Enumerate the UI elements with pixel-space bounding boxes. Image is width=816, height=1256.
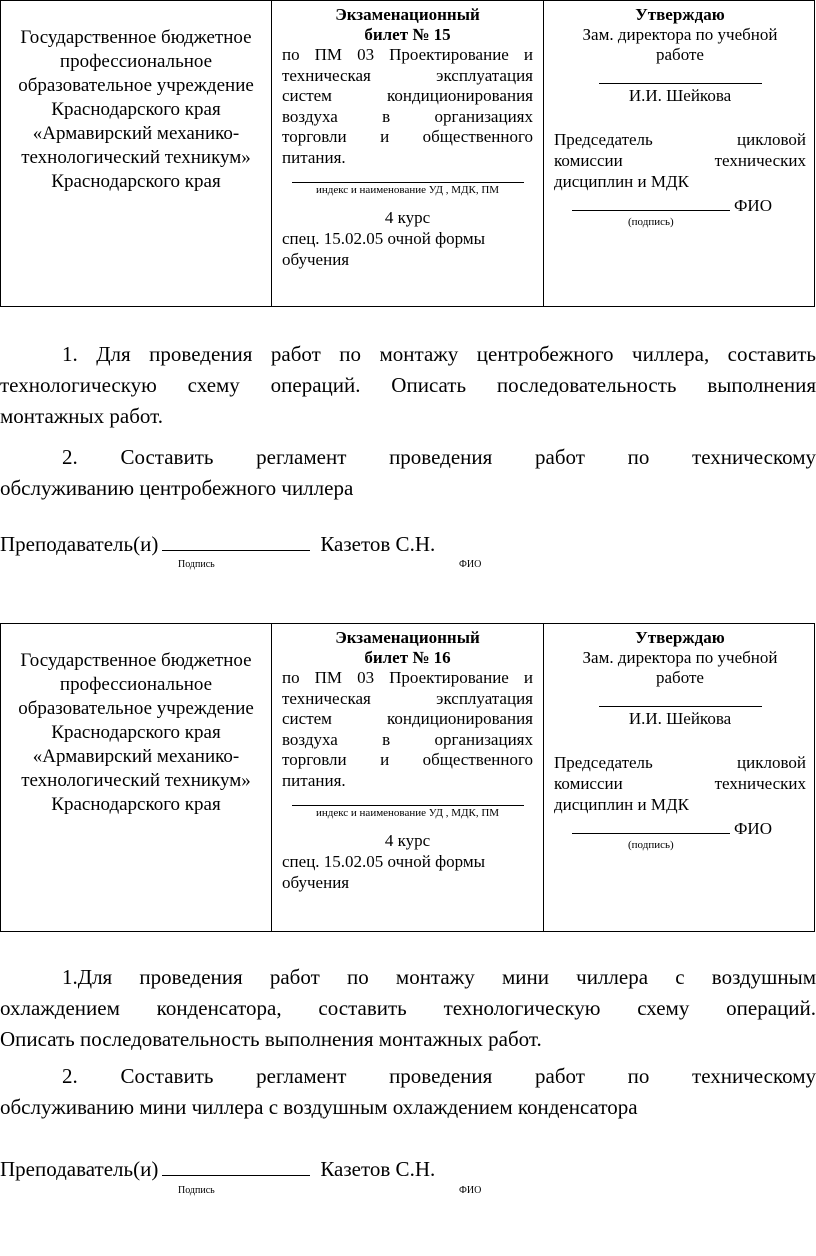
index-caption: индекс и наименование УД , МДК, ПМ (315, 184, 500, 196)
org-cell (1, 1, 272, 306)
deputy-title: Зам. директора по учебной (582, 25, 778, 44)
teacher-signature-line (162, 1157, 310, 1176)
subject-line: по ПМ 03 Проектирование и (282, 45, 533, 64)
deputy-title: работе (656, 668, 704, 687)
ticket-header-table (0, 623, 815, 932)
index-caption: индекс и наименование УД , МДК, ПМ (315, 807, 500, 819)
deputy-signature-line (599, 706, 762, 707)
ticket-info-cell (272, 1, 544, 306)
study-form-line: обучения (282, 873, 350, 892)
subject-line: систем кондиционирования (282, 709, 533, 728)
question-1-line: монтажных работ. (0, 404, 163, 428)
question-1-line: охлаждением конденсатора, составить технологическую схему операций. (0, 996, 816, 1020)
fio-caption: ФИО (459, 559, 482, 570)
fio-caption: ФИО (459, 1185, 482, 1196)
questions-block (0, 962, 816, 1123)
subject-line: питания. (282, 147, 346, 167)
question-2-line: 2. Составить регламент проведения работ по техническому (62, 445, 816, 469)
question-1-line: 1.Для проведения работ по монтажу мини чиллера с воздушным (62, 965, 816, 989)
course-label: 4 курс (384, 831, 431, 850)
organization-name: Государственное бюджетное профессиональное образовательное учреждение Краснодарского края «Армавирский механико-технологический техникум» Краснодарского края (18, 27, 254, 192)
chair-title: дисциплин и МДК (554, 795, 689, 814)
teacher-signature-row (0, 1157, 435, 1181)
ticket-number: билет № 16 (364, 648, 451, 667)
question-1-line: технологическую схему операций. Описать последовательность выполнения (0, 373, 816, 397)
ticket-header-table (0, 0, 815, 307)
question-1-line: 1. Для проведения работ по монтажу центробежного чиллера, составить (62, 342, 816, 366)
teacher-label: Преподаватель(и) (0, 1157, 159, 1181)
subject-line: торговли и общественного (282, 127, 533, 146)
question-1-line: Описать последовательность выполнения монтажных работ. (0, 1027, 542, 1051)
ticket-info-cell (272, 624, 544, 931)
ticket-title: Экзаменационный (335, 628, 480, 647)
question-2-line: обслуживанию центробежного чиллера (0, 476, 354, 500)
org-cell (1, 624, 272, 931)
questions-block (0, 339, 816, 504)
chair-signature-row (554, 817, 806, 839)
specialty-line: спец. 15.02.05 очной формы (282, 852, 486, 871)
deputy-name: И.И. Шейкова (628, 709, 732, 728)
ticket-title: Экзаменационный (335, 5, 480, 24)
question-2-line: обслуживанию мини чиллера с воздушным охлаждением конденсатора (0, 1095, 638, 1119)
sign-caption: Подпись (178, 559, 215, 570)
chair-signature-line (572, 194, 730, 211)
subject-line: по ПМ 03 Проектирование и (282, 668, 533, 687)
specialty-line: спец. 15.02.05 очной формы (282, 229, 486, 248)
chair-title: комиссии технических (554, 773, 806, 793)
signature-caption: (подпись) (628, 839, 674, 851)
index-rule (292, 182, 524, 183)
approval-cell (544, 624, 814, 931)
chair-title: Председатель цикловой (554, 130, 806, 149)
question-2-line: 2. Составить регламент проведения работ по техническому (62, 1064, 816, 1088)
signature-caption: (подпись) (628, 216, 674, 228)
deputy-title: работе (656, 45, 704, 64)
ticket-number: билет № 15 (364, 25, 451, 44)
fio-label: ФИО (734, 196, 772, 215)
teacher-signature-line (162, 532, 310, 551)
teacher-signature-row (0, 532, 435, 556)
subject-line: техническая эксплуатация (282, 688, 533, 708)
study-form-line: обучения (282, 250, 350, 269)
subject-line: воздуха в организациях (282, 106, 533, 126)
approval-cell (544, 1, 814, 306)
subject-line: питания. (282, 770, 346, 790)
subject-line: воздуха в организациях (282, 729, 533, 749)
course-label: 4 курс (384, 208, 431, 227)
subject-line: техническая эксплуатация (282, 65, 533, 85)
approve-label: Утверждаю (635, 628, 725, 647)
approve-label: Утверждаю (635, 5, 725, 24)
index-rule (292, 805, 524, 806)
deputy-signature-line (599, 83, 762, 84)
deputy-title: Зам. директора по учебной (582, 648, 778, 667)
chair-signature-line (572, 817, 730, 834)
sign-caption: Подпись (178, 1185, 215, 1196)
chair-title: Председатель цикловой (554, 753, 806, 772)
chair-signature-row (554, 194, 806, 216)
fio-label: ФИО (734, 819, 772, 838)
subject-line: систем кондиционирования (282, 86, 533, 105)
organization-name: Государственное бюджетное профессиональное образовательное учреждение Краснодарского края «Армавирский механико-технологический техникум» Краснодарского края (18, 650, 254, 815)
chair-title: комиссии технических (554, 150, 806, 170)
subject-line: торговли и общественного (282, 750, 533, 769)
teacher-label: Преподаватель(и) (0, 532, 159, 556)
teacher-name: Казетов С.Н. (320, 532, 436, 556)
deputy-name: И.И. Шейкова (628, 86, 732, 105)
teacher-name: Казетов С.Н. (320, 1157, 436, 1181)
chair-title: дисциплин и МДК (554, 172, 689, 191)
